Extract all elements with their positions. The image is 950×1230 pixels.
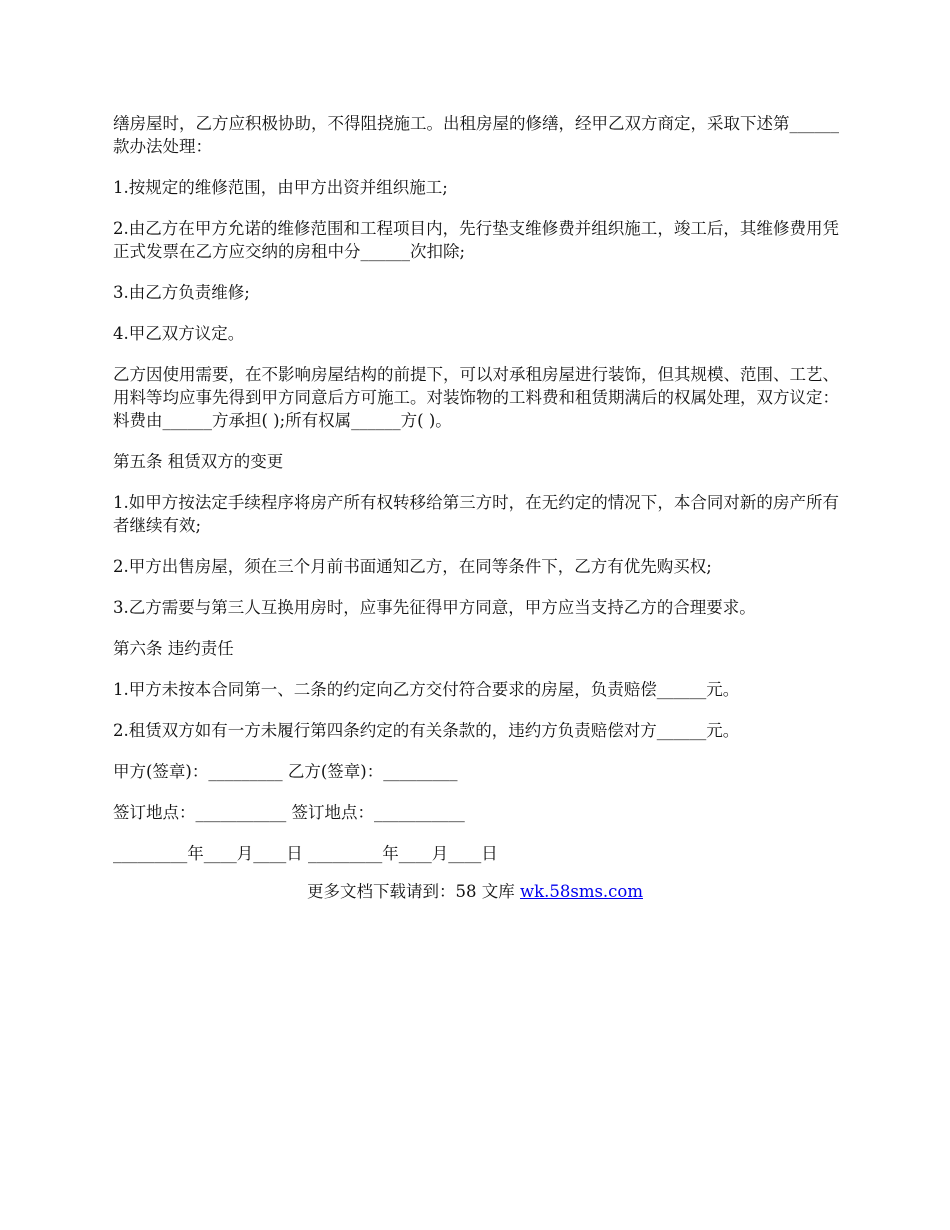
heading-article-5: 第五条 租赁双方的变更 <box>113 452 284 471</box>
paragraph-change-3: 3.乙方需要与第三人互换用房时，应事先征得甲方同意，甲方应当支持乙方的合理要求。 <box>113 598 756 617</box>
paragraph-liability-2: 2.租赁双方如有一方未履行第四条约定的有关条款的，违约方负责赔偿对方______元。 <box>113 721 740 740</box>
paragraph-repair-option-2: 2.由乙方在甲方允诺的维修范围和工程项目内，先行垫支维修费并组织施工，竣工后，其维修费用凭正式发票在乙方应交纳的房租中分______次扣除; <box>113 219 839 261</box>
paragraph-liability-1: 1.甲方未按本合同第一、二条的约定向乙方交付符合要求的房屋，负责赔偿______元。 <box>113 680 740 699</box>
signature-line: 甲方(签章)：_________ 乙方(签章)：_________ <box>113 762 458 781</box>
heading-article-6: 第六条 违约责任 <box>113 639 234 658</box>
footer-link[interactable]: wk.58sms.com <box>519 882 643 901</box>
signing-date-line: _________年____月____日 _________年____月____日 <box>113 844 498 863</box>
document-body <box>113 112 839 883</box>
paragraph-repair-option-1: 1.按规定的维修范围，由甲方出资并组织施工; <box>113 178 448 197</box>
signing-place-line: 签订地点：___________ 签订地点：___________ <box>113 803 465 822</box>
paragraph-change-2: 2.甲方出售房屋，须在三个月前书面通知乙方，在同等条件下，乙方有优先购买权; <box>113 557 712 576</box>
paragraph-repair-intro: 缮房屋时，乙方应积极协助，不得阻挠施工。出租房屋的修缮，经甲乙双方商定，采取下述第______款办法处理： <box>113 114 839 156</box>
paragraph-repair-option-3: 3.由乙方负责维修; <box>113 283 250 302</box>
footer-text: 更多文档下载请到：58 文库 <box>306 882 520 901</box>
paragraph-repair-option-4: 4.甲乙双方议定。 <box>113 324 245 343</box>
paragraph-decoration: 乙方因使用需要，在不影响房屋结构的前提下，可以对承租房屋进行装饰，但其规模、范围、工艺、用料等均应事先得到甲方同意后方可施工。对装饰物的工料费和租赁期满后的权属处理，双方议定：料费由______方承担( );所有权属______方( )。 <box>113 365 839 430</box>
paragraph-change-1: 1.如甲方按法定手续程序将房产所有权转移给第三方时，在无约定的情况下，本合同对新的房产所有者继续有效; <box>113 493 839 535</box>
download-footer <box>0 880 950 903</box>
